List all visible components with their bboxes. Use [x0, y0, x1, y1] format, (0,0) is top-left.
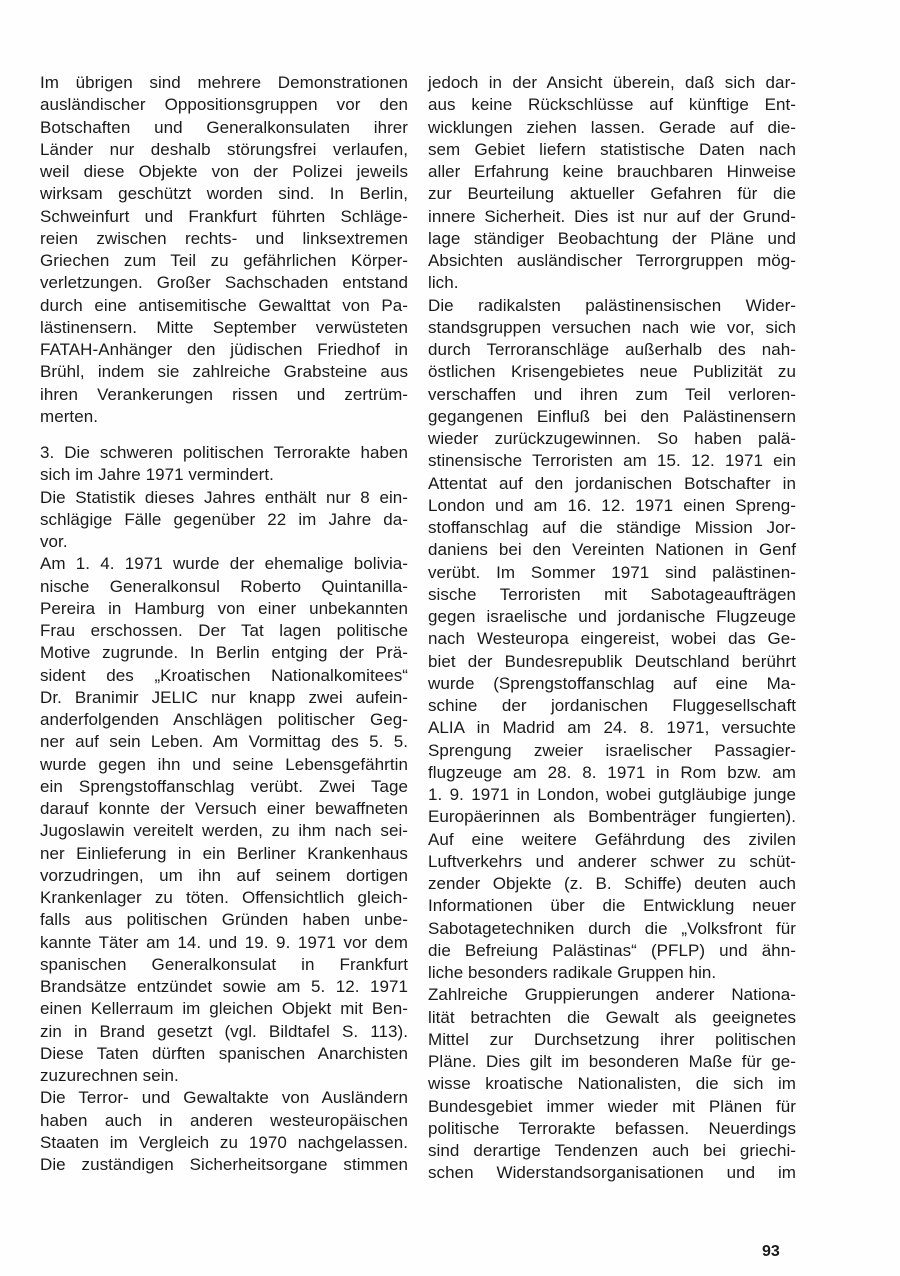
text-line: Am 1. 4. 1971 wurde der ehemalige bolivia-	[40, 554, 408, 574]
text-line: die Befreiung Palästinas“ (PFLP) und ähn-	[428, 940, 796, 960]
text-line: wirksam geschützt worden sind. In Berlin,	[40, 184, 408, 204]
text-line: zuzurechnen sein.	[40, 1066, 179, 1085]
text-line: lage ständiger Beobachtung der Pläne und	[428, 228, 796, 248]
text-line: Zahlreiche Gruppierungen anderer Nationa-	[428, 985, 796, 1005]
text-line: Motive zugrunde. In Berlin entging der Prä-	[40, 643, 408, 663]
text-line: wurde (Sprengstoffanschlag auf eine Ma-	[428, 673, 796, 693]
text-line: verübt. Im Sommer 1971 sind palästinen-	[428, 562, 796, 582]
text-line: Krankenlager zu töten. Offensichtlich gleich-	[40, 888, 408, 907]
text-line: verletzungen. Großer Sachschaden entstand	[40, 273, 408, 293]
text-line: östlichen Krisengebietes neue Publizität zu	[428, 362, 796, 382]
text-line: jedoch in der Ansicht überein, daß sich dar-	[428, 73, 796, 92]
text-line: durch eine antisemitische Gewalttat von Pa-	[40, 295, 408, 315]
text-line: London und am 16. 12. 1971 einen Spreng-	[428, 495, 796, 515]
text-line: schine der jordanischen Fluggesellschaft	[428, 696, 796, 715]
text-line: darauf konnte der Versuch einer bewaffneten	[40, 799, 408, 818]
text-line: Diese Taten dürften spanischen Anarchisten	[40, 1043, 408, 1063]
text-line: Die Terror- und Gewaltakte von Ausländern	[40, 1088, 408, 1108]
text-line: Luftverkehrs und anderer schwer zu schüt-	[428, 851, 796, 871]
text-line: falls aus politischen Gründen haben unbe-	[40, 910, 408, 930]
text-line: biet der Bundesrepublik Deutschland berührt	[428, 651, 796, 671]
text-line: Die Statistik dieses Jahres enthält nur 8 ein-	[40, 487, 408, 507]
text-line: zin in Brand gesetzt (vgl. Bildtafel S. 113).	[40, 1021, 408, 1041]
text-line: Die zuständigen Sicherheitsorgane stimmen	[40, 1155, 408, 1174]
text-line: lität betrachten die Gewalt als geeignetes	[428, 1007, 796, 1027]
text-line: merten.	[40, 406, 98, 426]
left-text-column	[40, 72, 408, 1176]
text-line: Dr. Branimir JELIC nur knapp zwei aufein-	[40, 687, 408, 707]
text-line: lich.	[428, 273, 459, 293]
text-line: Attentat auf den jordanischen Botschafter in	[428, 473, 796, 493]
text-line: haben auch in anderen westeuropäischen	[40, 1110, 408, 1130]
text-line: wieder zurückzugewinnen. So haben palä-	[428, 429, 796, 448]
text-line: Im übrigen sind mehrere Demonstrationen	[40, 73, 408, 92]
text-line: Jugoslawin vereitelt werden, zu ihm nach sei-	[40, 821, 408, 841]
text-line: Staaten im Vergleich zu 1970 nachgelassen.	[40, 1132, 408, 1152]
text-line: Pläne. Dies gilt im besonderen Maße für ge-	[428, 1052, 796, 1071]
text-line: Sabotagetechniken durch die „Volksfront für	[428, 918, 796, 938]
text-line: ihren Verankerungen rissen und zertrüm-	[40, 384, 408, 404]
text-line: nische Generalkonsul Roberto Quintanilla-	[40, 576, 408, 596]
text-line: Griechen zum Teil zu gefährlichen Körper-	[40, 251, 408, 270]
text-line: Brandsätze entzündet sowie am 5. 12. 1971	[40, 977, 408, 996]
text-line: daniens bei den Vereinten Nationen in Genf	[428, 540, 796, 560]
text-line: Bundesgebiet immer wieder mit Plänen für	[428, 1096, 796, 1116]
text-line: FATAH-Anhänger den jüdischen Friedhof in	[40, 340, 408, 359]
text-line: ausländischer Oppositionsgruppen vor den	[40, 95, 408, 115]
text-line: gegangenen Einfluß bei den Palästinensern	[428, 406, 796, 426]
text-line: vor.	[40, 532, 68, 551]
text-line: durch Terroranschläge außerhalb des nah-	[428, 340, 796, 359]
text-line: einen Kellerraum im gleichen Objekt mit Ben-	[40, 999, 408, 1019]
text-line: standsgruppen versuchen nach wie vor, sich	[428, 317, 796, 337]
text-line: Pereira in Hamburg von einer unbekannten	[40, 598, 408, 618]
right-text-column	[428, 72, 796, 1185]
text-line: sich im Jahre 1971 vermindert.	[40, 465, 274, 485]
text-line: liche besonders radikale Gruppen hin.	[428, 963, 717, 982]
text-line: Schweinfurt und Frankfurt führten Schläge-	[40, 206, 408, 226]
text-line: verschaffen und ihren zum Teil verloren-	[428, 384, 796, 404]
text-line: ALIA in Madrid am 24. 8. 1971, versuchte	[428, 718, 796, 738]
text-line: Botschaften und Generalkonsulaten ihrer	[40, 117, 408, 137]
text-line: ner Einlieferung in ein Berliner Krankenhaus	[40, 843, 408, 863]
text-line: aus keine Rückschlüsse auf künftige Ent-	[428, 95, 796, 115]
text-line: ein Sprengstoffanschlag verübt. Zwei Tage	[40, 776, 408, 796]
text-line: Europäerinnen als Bombenträger fungierten).	[428, 807, 796, 827]
text-line: zender Objekte (z. B. Schiffe) deuten auch	[428, 874, 796, 893]
text-line: sische Terroristen mit Sabotageaufträgen	[428, 584, 796, 604]
text-line: 1. 9. 1971 in London, wobei gutgläubige junge	[428, 785, 796, 804]
text-line: wisse kroatische Nationalisten, die sich im	[428, 1074, 796, 1094]
text-line: reien zwischen rechts- und linksextremen	[40, 228, 408, 248]
text-line: ner auf sein Leben. Am Vormittag des 5. 5.	[40, 732, 408, 752]
text-line: zur Beurteilung aktueller Gefahren für die	[428, 184, 796, 204]
text-line: sem Gebiet liefern statistische Daten nach	[428, 139, 796, 159]
text-line: wicklungen ziehen lassen. Gerade auf die-	[428, 117, 796, 137]
text-line: schlägige Fälle gegenüber 22 im Jahre da-	[40, 509, 408, 529]
text-line: lästinensern. Mitte September verwüsteten	[40, 317, 408, 337]
text-line: vorzudringen, um ihn auf seinem dortigen	[40, 865, 408, 885]
text-line: stoffanschlag auf die ständige Mission Jor-	[428, 518, 796, 537]
text-line: 3. Die schweren politischen Terrorakte haben	[40, 443, 408, 462]
text-line: stinensische Terroristen am 15. 12. 1971 ein	[428, 451, 796, 471]
text-line: kannte Täter am 14. und 19. 9. 1971 vor dem	[40, 932, 408, 952]
text-line: sind derartige Tendenzen auch bei griechi-	[428, 1141, 796, 1160]
text-line: Sprengung zweier israelischer Passagier-	[428, 740, 796, 760]
text-line: weil diese Objekte von der Polizei jeweils	[40, 162, 408, 181]
text-line: politische Terrorakte befassen. Neuerdings	[428, 1118, 796, 1138]
text-line: Die radikalsten palästinensischen Wider-	[428, 295, 796, 315]
page-number: 93	[762, 1243, 780, 1260]
text-line: Brühl, indem sie zahlreiche Grabsteine aus	[40, 362, 408, 382]
text-line: aller Erfahrung keine brauchbaren Hinweise	[428, 162, 796, 181]
text-line: Absichten ausländischer Terrorgruppen mög-	[428, 251, 796, 270]
text-line: flugzeuge am 28. 8. 1971 in Rom bzw. am	[428, 762, 796, 782]
text-line: sident des „Kroatischen Nationalkomitees“	[40, 665, 408, 685]
text-line: Auf eine weitere Gefährdung des zivilen	[428, 829, 796, 849]
text-line: nach Westeuropa eingereist, wobei das Ge-	[428, 629, 796, 649]
text-line: gegen israelische und jordanische Flugzeuge	[428, 607, 796, 626]
text-line: Informationen über die Entwicklung neuer	[428, 896, 796, 916]
text-line: Länder nur deshalb störungsfrei verlaufen,	[40, 139, 408, 159]
text-line: schen Widerstandsorganisationen und im	[428, 1163, 796, 1183]
text-line: innere Sicherheit. Dies ist nur auf der Grund-	[428, 206, 796, 226]
text-line: wurde gegen ihn und seine Lebensgefährtin	[40, 754, 408, 774]
text-line: spanischen Generalkonsulat in Frankfurt	[40, 954, 408, 974]
text-line: Frau erschossen. Der Tat lagen politische	[40, 621, 408, 640]
text-line: anderfolgenden Anschlägen politischer Geg-	[40, 710, 408, 729]
text-line: Mittel zur Durchsetzung ihrer politischen	[428, 1029, 796, 1049]
